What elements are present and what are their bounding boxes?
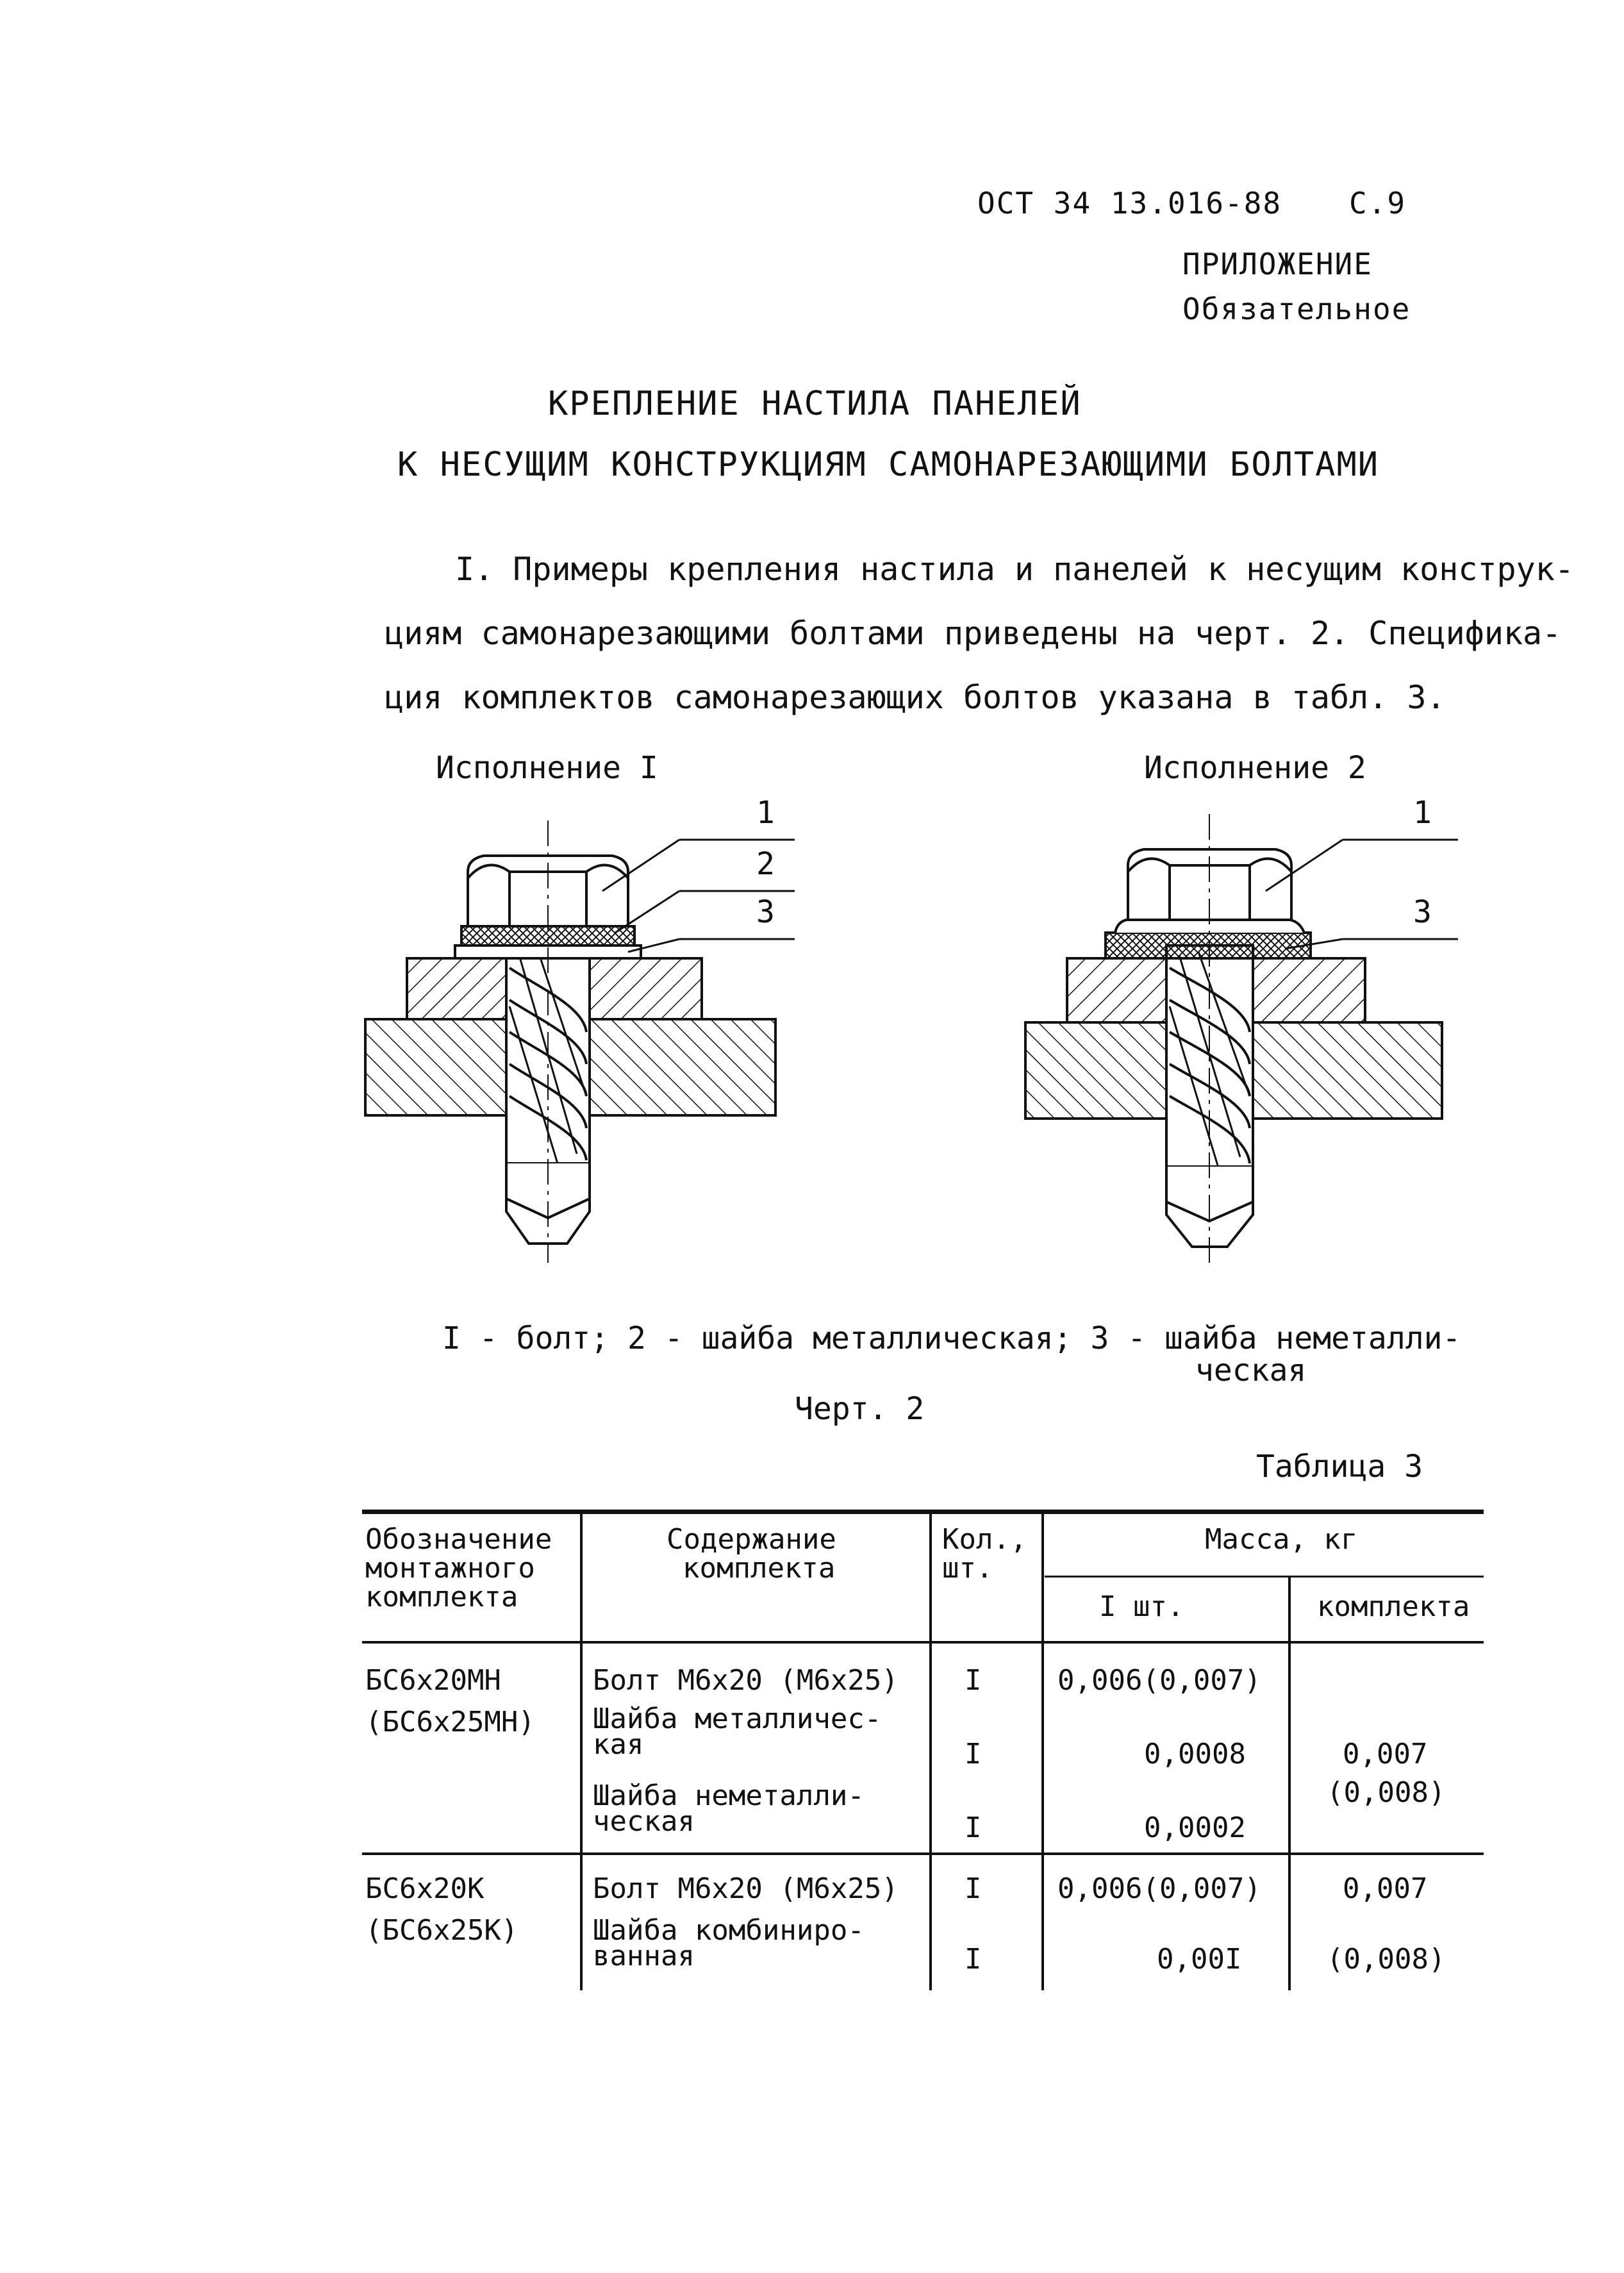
appendix-type: Обязательное (1182, 292, 1411, 326)
item-qty: I (965, 1738, 982, 1770)
item-qty: I (965, 1664, 982, 1697)
bolt-drawing-version-2 (1009, 795, 1471, 1269)
item-mass: 0,00I (1157, 1943, 1242, 1976)
table-vline-2 (929, 1510, 932, 1990)
figure-right-label: Исполнение 2 (1144, 750, 1366, 786)
item-content: кая (593, 1728, 644, 1761)
set-mass-alt: (0,008) (1327, 1943, 1446, 1976)
figure-legend-line-1: I - болт; 2 - шайба металлическая; 3 - шайба неметалли- (442, 1320, 1461, 1356)
designation: БС6х20МН (365, 1664, 501, 1697)
callout-left-2: 2 (756, 846, 775, 882)
paragraph-line-3: ция комплектов самонарезающих болтов указана в табл. 3. (385, 679, 1446, 716)
item-mass: 0,0008 (1144, 1738, 1246, 1770)
header-mass-set: комплекта (1317, 1590, 1470, 1623)
table-header-rule (362, 1641, 1484, 1644)
item-content: ванная (593, 1940, 695, 1972)
header-designation-line: монтажного (365, 1552, 535, 1585)
item-mass: 0,006(0,007) (1057, 1664, 1261, 1697)
header-mass: Масса, кг (1205, 1523, 1358, 1556)
callout-right-3: 3 (1413, 894, 1432, 930)
page-number: С.9 (1349, 186, 1407, 221)
figure-left-label: Исполнение I (436, 750, 658, 786)
item-content: Шайба металличес- (593, 1703, 882, 1735)
callout-right-1: 1 (1413, 795, 1432, 831)
item-content: Болт М6х20 (М6х25) (593, 1872, 899, 1905)
header-mass-one: I шт. (1099, 1590, 1184, 1623)
header-designation-line: комплекта (365, 1581, 518, 1613)
item-content: Шайба неметалли- (593, 1779, 865, 1812)
item-content: Шайба комбиниро- (593, 1914, 865, 1947)
header-designation-line: Обозначение (365, 1523, 552, 1556)
callout-left-3: 3 (756, 894, 775, 930)
table-group-rule (362, 1853, 1484, 1855)
washer-combined (1106, 933, 1311, 958)
title-line-1: КРЕПЛЕНИЕ НАСТИЛА ПАНЕЛЕЙ (548, 385, 1082, 423)
title-line-2: К НЕСУЩИМ КОНСТРУКЦИЯМ САМОНАРЕЗАЮЩИМИ БОЛТАМИ (397, 445, 1380, 484)
bolt-drawing-version-1 (346, 795, 808, 1269)
drawing-reference: Черт. 2 (795, 1391, 925, 1427)
table-vline-4 (1288, 1576, 1291, 1990)
header-content-line: комплекта (683, 1552, 836, 1585)
item-mass: 0,0002 (1144, 1811, 1246, 1844)
set-mass: 0,007 (1343, 1738, 1428, 1770)
item-content: Болт М6х20 (М6х25) (593, 1664, 899, 1697)
item-content: ческая (593, 1805, 695, 1838)
appendix-label: ПРИЛОЖЕНИЕ (1182, 247, 1373, 281)
set-mass-alt: (0,008) (1327, 1776, 1446, 1809)
paragraph-line-2: циям самонарезающими болтами приведены на черт. 2. Специфика- (385, 615, 1562, 652)
table-vline-3 (1041, 1510, 1044, 1990)
item-qty: I (965, 1943, 982, 1976)
callout-left-1: 1 (756, 795, 775, 831)
table-label: Таблица 3 (1256, 1449, 1423, 1485)
figure-legend-line-2: ческая (1195, 1353, 1307, 1388)
item-mass: 0,006(0,007) (1057, 1872, 1261, 1905)
header-qty-line: шт. (942, 1552, 993, 1585)
header-content-line: Содержание (667, 1523, 836, 1556)
header-qty-line: Кол., (942, 1523, 1027, 1556)
designation-alt: (БС6х25МН) (365, 1706, 535, 1738)
document-number: ОСТ 34 13.016-88 (977, 186, 1282, 221)
designation-alt: (БС6х25К) (365, 1914, 518, 1947)
table-mass-subrule (1045, 1576, 1484, 1578)
paragraph-line-1: I. Примеры крепления настила и панелей к несущим конструк- (455, 551, 1574, 588)
table-top-rule (362, 1510, 1484, 1514)
item-qty: I (965, 1872, 982, 1905)
designation: БС6х20К (365, 1872, 485, 1905)
set-mass: 0,007 (1343, 1872, 1428, 1905)
item-qty: I (965, 1811, 982, 1844)
table-vline-1 (580, 1510, 583, 1990)
